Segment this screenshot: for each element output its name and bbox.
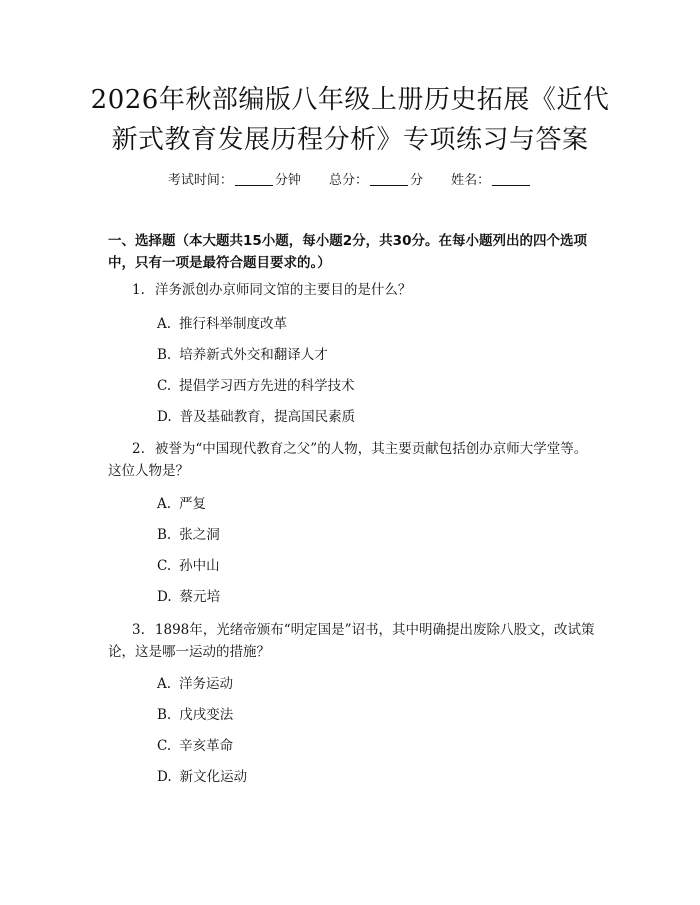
- exam-time-field: [168, 173, 305, 188]
- option-text: 提倡学习西方先进的科学技术: [179, 378, 355, 394]
- question-3-option-b: [157, 705, 233, 725]
- option-letter: B.: [157, 347, 172, 363]
- option-text: 培养新式外交和翻译人才: [179, 347, 328, 363]
- question-3: [108, 619, 598, 663]
- question-1-option-d: [157, 407, 355, 427]
- option-text: 戊戌变法: [179, 707, 234, 723]
- question-number: 3.: [132, 622, 145, 638]
- name-label: 姓名：: [451, 173, 491, 188]
- option-letter: A.: [157, 676, 172, 692]
- option-text: 推行科举制度改革: [179, 316, 288, 332]
- question-2-option-d: [157, 587, 220, 607]
- question-2: [108, 438, 598, 482]
- exam-info-line: [0, 171, 700, 191]
- question-2-option-a: [157, 494, 206, 514]
- option-letter: D.: [157, 409, 172, 425]
- question-2-option-b: [157, 525, 220, 545]
- question-stem: 1898年，光绪帝颁布“明定国是”诏书，其中明确提出废除八股文，改试策论，这是哪一运动的措施？: [108, 622, 595, 660]
- option-text: 洋务运动: [179, 676, 234, 692]
- option-text: 蔡元培: [179, 589, 221, 605]
- option-letter: C.: [157, 558, 172, 574]
- question-1-option-c: [157, 376, 355, 396]
- total-score-label: 总分：: [328, 173, 368, 188]
- question-number: 2.: [132, 441, 145, 457]
- name-blank: [492, 172, 530, 186]
- option-letter: B.: [157, 527, 172, 543]
- exam-time-label: 考试时间：: [167, 173, 233, 188]
- option-letter: B.: [157, 707, 172, 723]
- question-3-option-c: [157, 736, 233, 756]
- option-letter: D.: [157, 769, 172, 785]
- question-stem: 被誉为“中国现代教育之父”的人物，其主要贡献包括创办京师大学堂等。这位人物是？: [108, 441, 588, 479]
- question-number: 1.: [132, 282, 145, 298]
- section-heading-multiple-choice: 一、选择题（本大题共15小题，每小题2分，共30分。在每小题列出的四个选项中，只有一项是最符合题目要求的。）: [108, 233, 587, 271]
- option-text: 张之洞: [179, 527, 220, 543]
- option-letter: A.: [157, 496, 172, 512]
- total-score-blank: [370, 172, 408, 186]
- exam-time-blank: [235, 172, 273, 186]
- document-title-line-2: 新式教育发展历程分析》专项练习与答案: [111, 125, 589, 155]
- option-letter: D.: [157, 589, 172, 605]
- option-text: 严复: [179, 496, 207, 512]
- question-3-option-a: [157, 674, 233, 694]
- option-text: 普及基础教育，提高国民素质: [179, 409, 356, 425]
- question-2-option-c: [157, 556, 220, 576]
- total-score-unit: 分: [410, 173, 424, 188]
- question-1: [108, 279, 598, 301]
- document-title-line-1: 2026年秋部编版八年级上册历史拓展《近代: [90, 85, 610, 115]
- question-1-option-b: [157, 345, 328, 365]
- question-3-option-d: [157, 767, 247, 787]
- option-letter: C.: [157, 378, 172, 394]
- question-1-option-a: [157, 314, 287, 334]
- name-field: [451, 173, 532, 188]
- option-letter: A.: [157, 316, 172, 332]
- option-letter: C.: [157, 738, 172, 754]
- exam-time-unit: 分钟: [274, 173, 301, 188]
- option-text: 辛亥革命: [179, 738, 234, 754]
- question-stem: 洋务派创办京师同文馆的主要目的是什么？: [154, 282, 412, 298]
- option-text: 新文化运动: [179, 769, 248, 785]
- total-score-field: [329, 173, 427, 188]
- option-text: 孙中山: [179, 558, 220, 574]
